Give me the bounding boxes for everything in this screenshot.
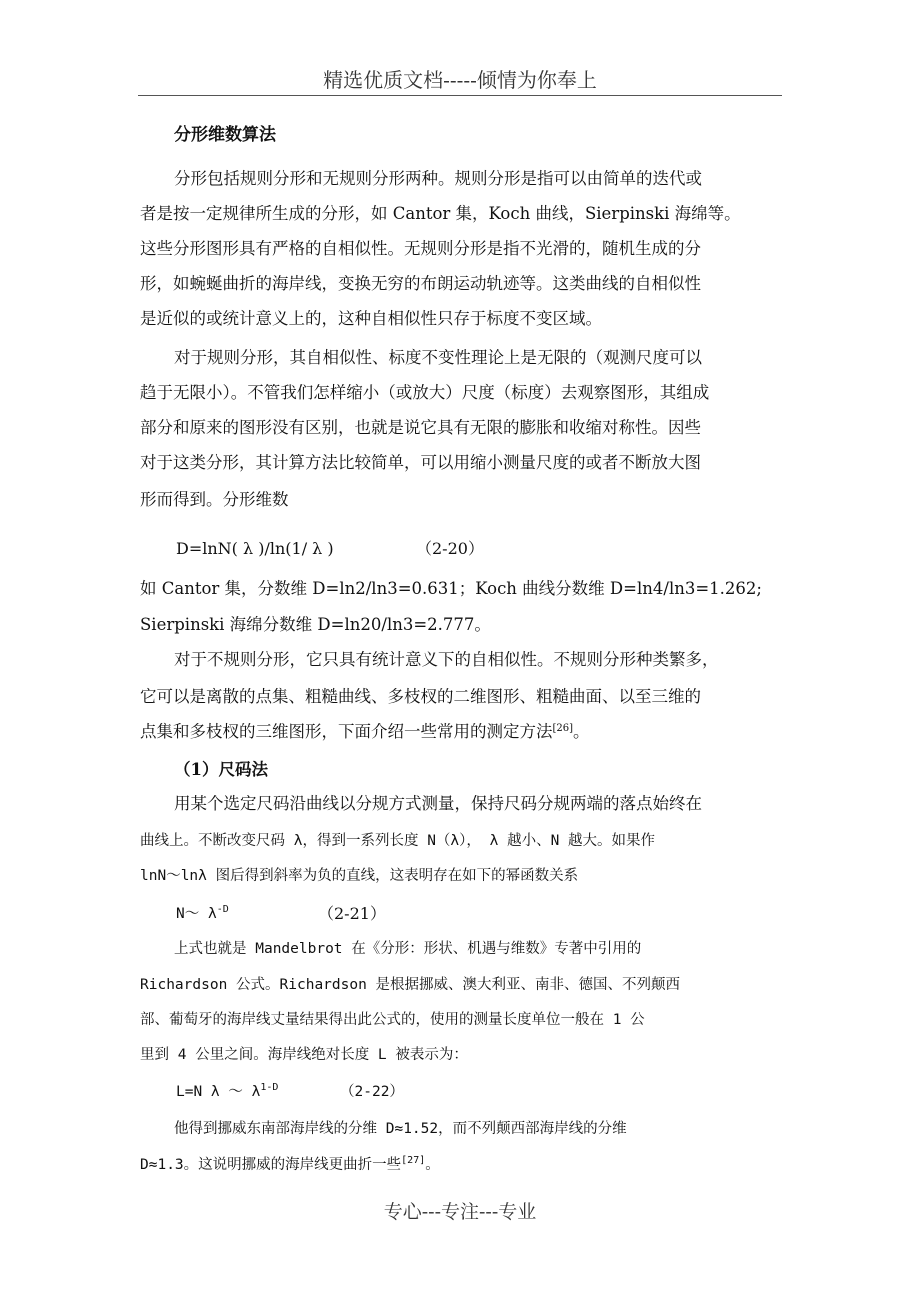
equation-2-21-base: N～ λ (176, 906, 217, 922)
paragraph-1-line-1: 分形包括规则分形和无规则分形两种。规则分形是指可以由简单的迭代或 (174, 169, 702, 188)
paragraph-4-line-1: 对于不规则分形，它只具有统计意义下的自相似性。不规则分形种类繁多， (174, 650, 719, 669)
equation-2-20: D=lnN( λ )/ln(1/ λ ) (176, 539, 334, 558)
paragraph-6-line-2: Richardson 公式。Richardson 是根据挪威、澳大利亚、南非、德国、不列颠西 (140, 977, 681, 993)
paragraph-5-line-3: lnN～lnλ 图后得到斜率为负的直线，这表明存在如下的幂函数关系 (140, 868, 579, 884)
paragraph-2-line-2: 趋于无限小）。不管我们怎样缩小（或放大）尺度（标度）去观察图形，其组成 (140, 383, 710, 402)
paragraph-7-end: 。 (425, 1157, 440, 1173)
paragraph-5-line-1: 用某个选定尺码沿曲线以分规方式测量，保持尺码分规两端的落点始终在 (174, 794, 702, 813)
paragraph-2-line-3: 部分和原来的图形没有区别，也就是说它具有无限的膨胀和收缩对称性。因些 (140, 418, 701, 437)
subsection-heading: （1）尺码法 (174, 760, 268, 779)
paragraph-1-line-3: 这些分形图形具有严格的自相似性。无规则分形是指不光滑的，随机生成的分 (140, 239, 701, 258)
header-rule (138, 95, 782, 96)
citation-26: [26] (552, 723, 574, 734)
paragraph-4-line-2: 它可以是离散的点集、粗糙曲线、多枝杈的二维图形、粗糙曲面、以至三维的 (140, 687, 701, 706)
equation-2-22-base: L=N λ ～ λ (176, 1084, 261, 1100)
equation-2-21-number: （2-21） (318, 904, 386, 923)
paragraph-2-line-5: 形而得到。分形维数 (140, 490, 289, 509)
paragraph-2-line-4: 对于这类分形，其计算方法比较简单，可以用缩小测量尺度的或者不断放大图 (140, 453, 701, 472)
paragraph-7-line-1: 他得到挪威东南部海岸线的分维 D≈1.52，而不列颠西部海岸线的分维 (174, 1121, 627, 1137)
equation-2-21-exponent: -D (216, 904, 229, 915)
page-header: 精选优质文档-----倾情为你奉上 (323, 68, 597, 92)
equation-2-22-number: （2-22） (340, 1084, 404, 1100)
paragraph-6-line-3: 部、葡萄牙的海岸线丈量结果得出此公式的，使用的测量长度单位一般在 1 公 (140, 1012, 645, 1028)
paragraph-3-line-2: Sierpinski 海绵分数维 D=ln20/ln3=2.777。 (140, 615, 491, 634)
paragraph-5-line-2: 曲线上。不断改变尺码 λ，得到一系列长度 N（λ）， λ 越小、N 越大。如果作 (140, 833, 656, 849)
page-footer: 专心---专注---专业 (383, 1201, 537, 1223)
paragraph-7-line-2-text: D≈1.3。这说明挪威的海岸线更曲折一些 (140, 1157, 402, 1173)
equation-2-21 (176, 902, 229, 926)
paragraph-2-line-1: 对于规则分形，其自相似性、标度不变性理论上是无限的（观测尺度可以 (174, 348, 702, 367)
paragraph-4-end: 。 (573, 722, 590, 741)
paragraph-6-line-4: 里到 4 公里之间。海岸线绝对长度 L 被表示为： (140, 1047, 468, 1063)
equation-2-20-number: （2-20） (416, 539, 484, 558)
paragraph-1-line-5: 是近似的或统计意义上的，这种自相似性只存于标度不变区域。 (140, 309, 602, 328)
paragraph-1-line-2: 者是按一定规律所生成的分形，如 Cantor 集，Koch 曲线，Sierpinski 海绵等。 (140, 204, 741, 223)
paragraph-4-line-3 (140, 720, 780, 744)
equation-2-22 (176, 1080, 278, 1104)
paragraph-1-line-4: 形，如蜿蜒曲折的海岸线，变换无穷的布朗运动轨迹等。这类曲线的自相似性 (140, 274, 701, 293)
paragraph-6-line-1: 上式也就是 Mandelbrot 在《分形：形状、机遇与维数》专著中引用的 (174, 941, 642, 957)
equation-2-22-exponent: 1-D (260, 1082, 279, 1093)
paragraph-3-line-1: 如 Cantor 集，分数维 D=ln2/ln3=0.631；Koch 曲线分数维 D=ln4/ln3=1.262; (140, 579, 762, 598)
citation-27: [27] (401, 1155, 426, 1166)
section-title: 分形维数算法 (174, 125, 276, 145)
paragraph-7-line-2 (140, 1153, 780, 1177)
paragraph-4-line-3-text: 点集和多枝杈的三维图形，下面介绍一些常用的测定方法 (140, 722, 553, 741)
